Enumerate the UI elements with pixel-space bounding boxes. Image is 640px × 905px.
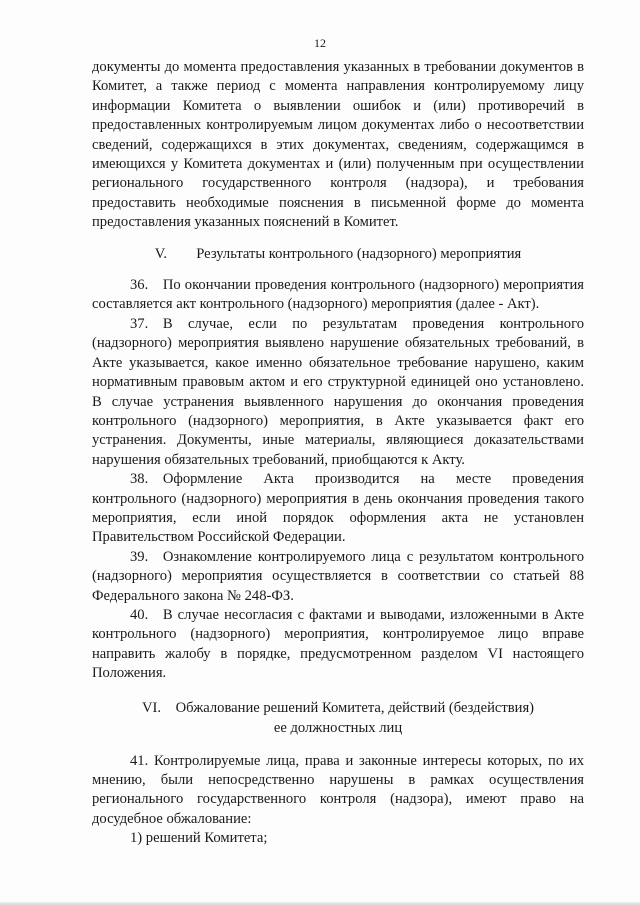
paragraph-40: 40. В случае несогласия с фактами и выводами, изложенными в Акте контрольного (надзорного) мероприятия, контролируемое лицо вправе направить жалобу в порядке, предусмотренном разделом VI настоящего Положения. xyxy=(92,606,584,682)
list-item-1: 1) решений Комитета; xyxy=(130,830,268,847)
page-number: 12 xyxy=(314,36,326,50)
section-vi-heading-line-1: VI. Обжалование решений Комитета, действий (бездействия) xyxy=(141,699,535,716)
paragraph-41: 41. Контролируемые лица, права и законные интересы которых, по их мнению, были непосредственно нарушены в рамках осуществления регионального государственного контроля (надзора), имеют право на досудебное обжалование: xyxy=(92,752,584,827)
intro-paragraph: документы до момента предоставления указанных в требовании документов в Комитет, а также период с момента направления контролируемому лицу информации Комитета о выявлении ошибок и (или) противоречий в предоставленных контролируемым лицом документах либо о несоответствии сведений, содержащихся в этих документах, сведениям, содержащимся в имеющихся у Комитета документах и (или) полученным при осуществлении регионального государственного контроля (надзора), и требования предоставить необходимые пояснения в письменной форме до момента предоставления указанных пояснений в Комитет. xyxy=(92,59,584,231)
section-vi-heading-line-2: ее должностных лиц xyxy=(273,719,403,736)
paragraph-39: 39. Ознакомление контролируемого лица с результатом контрольного (надзорного) мероприятия осуществляется в соответствии со статьей 88 Федерального закона № 248-ФЗ. xyxy=(92,548,584,604)
document-body xyxy=(92,58,584,849)
section-v-heading: V. Результаты контрольного (надзорного) мероприятия xyxy=(154,245,522,262)
paragraph-37: 37. В случае, если по результатам проведения контрольного (надзорного) мероприятия выявлено нарушение обязательных требований, в Акте указывается, какое именно обязательное требование нарушено, каким нормативным правовым актом и его структурной единицей оно установлено. В случае устранения выявленного нарушения до окончания проведения контрольного (надзорного) мероприятия, в Акте указывается факт его устранения. Документы, иные материалы, являющиеся доказательствами нарушения обязательных требований, приобщаются к Акту. xyxy=(92,315,584,468)
paragraph-36: 36. По окончании проведения контрольного (надзорного) мероприятия составляется акт контрольного (надзорного) мероприятия (далее - Акт). xyxy=(92,277,584,313)
section-vi-heading xyxy=(92,698,584,738)
paragraph-38: 38. Оформление Акта производится на месте проведения контрольного (надзорного) мероприятия в день окончания проведения такого мероприятия, если иной порядок оформления акта не установлен Правительством Российской Федерации. xyxy=(92,471,584,546)
